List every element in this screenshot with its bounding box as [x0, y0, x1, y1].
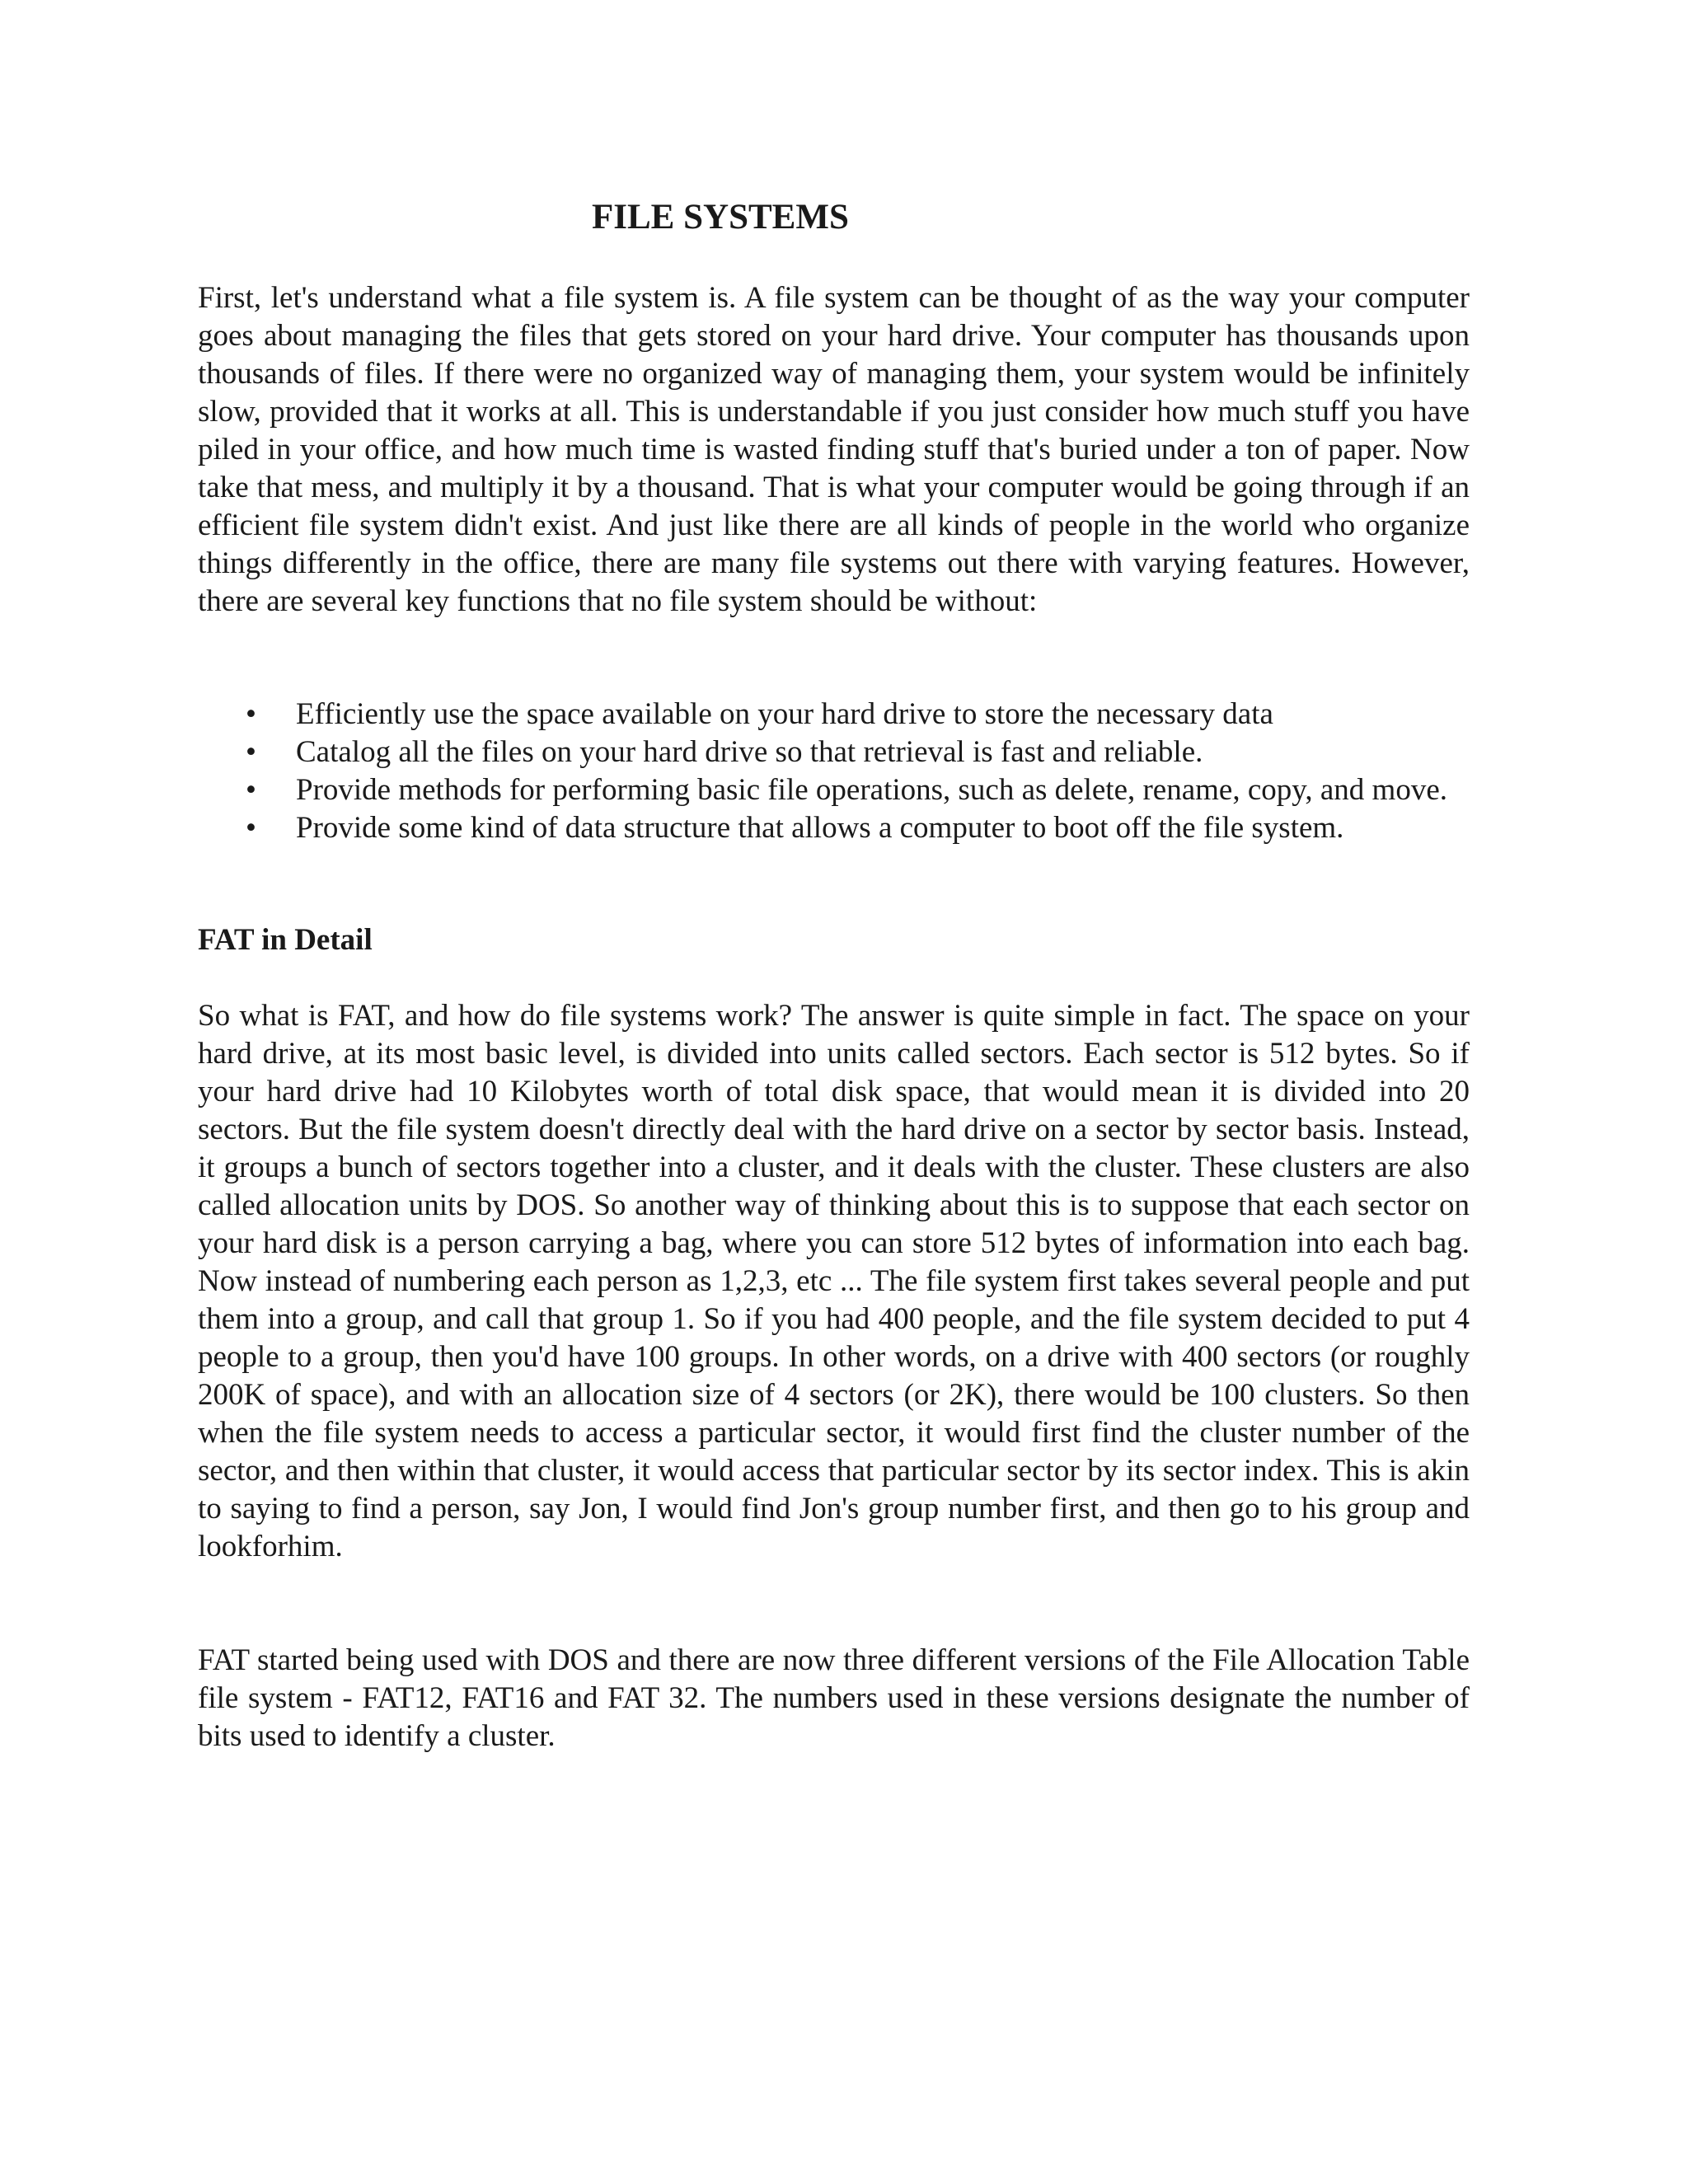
list-item-text: Catalog all the files on your hard drive so that retrieval is fast and reliable.: [296, 735, 1203, 769]
list-item-text: Efficiently use the space available on your hard drive to store the necessary data: [296, 697, 1273, 731]
list-item: [198, 733, 1470, 771]
bullet-icon: •: [246, 773, 256, 807]
bullet-icon: •: [246, 735, 256, 769]
list-item: [198, 696, 1470, 733]
list-item-text: Provide some kind of data structure that allows a computer to boot off the file system.: [296, 811, 1344, 845]
key-functions-list: [198, 696, 1470, 847]
list-item: [198, 771, 1470, 809]
versions-paragraph: FAT started being used with DOS and there are now three different versions of the File Allocation Table file system - FAT12, FAT16 and FAT 32. The numbers used in these versions designate the number of bits used to identify a cluster.: [198, 1643, 1470, 1753]
list-item-text: Provide methods for performing basic file operations, such as delete, rename, copy, and move.: [296, 773, 1448, 807]
document-title: FILE SYSTEMS: [592, 198, 849, 237]
list-item: [198, 809, 1470, 847]
intro-paragraph: First, let's understand what a file system is. A file system can be thought of as the way your computer goes about managing the files that gets stored on your hard drive. Your computer has thousands upon thousands of files. If there were no organized way of managing them, your system would be infinitely slow, provided that it works at all. This is understandable if you just consider how much stuff you have piled in your office, and how much time is wasted finding stuff that's buried under a ton of paper. Now take that mess, and multiply it by a thousand. That is what your computer would be going through if an efficient file system didn't exist. And just like there are all kinds of people in the world who organize things differently in the office, there are many file systems out there with varying features. However, there are several key functions that no file system should be without:: [198, 281, 1470, 618]
bullet-icon: •: [246, 697, 256, 731]
fat-paragraph: So what is FAT, and how do file systems work? The answer is quite simple in fact. The space on your hard drive, at its most basic level, is divided into units called sectors. Each sector is 512 bytes. So if your hard drive had 10 Kilobytes worth of total disk space, that would mean it is divided into 20 sectors. But the file system doesn't directly deal with the hard drive on a sector by sector basis. Instead, it groups a bunch of sectors together into a cluster, and it deals with the cluster. These clusters are also called allocation units by DOS. So another way of thinking about this is to suppose that each sector on your hard disk is a person carrying a bag, where you can store 512 bytes of information into each bag. Now instead of numbering each person as 1,2,3, etc ... The file system first takes several people and put them into a group, and call that group 1. So if you had 400 people, and the file system decided to put 4 people to a group, then you'd have 100 groups. In other words, on a drive with 400 sectors (or roughly 200K of space), and with an allocation size of 4 sectors (or 2K), there would be 100 clusters. So then when the file system needs to access a particular sector, it would first find the cluster number of the sector, and then within that cluster, it would access that particular sector by its sector index. This is akin to saying to find a person, say Jon, I would find Jon's group number first, and then go to his group and lookforhim.: [198, 999, 1470, 1563]
bullet-icon: •: [246, 811, 256, 845]
section-heading: FAT in Detail: [198, 923, 373, 957]
